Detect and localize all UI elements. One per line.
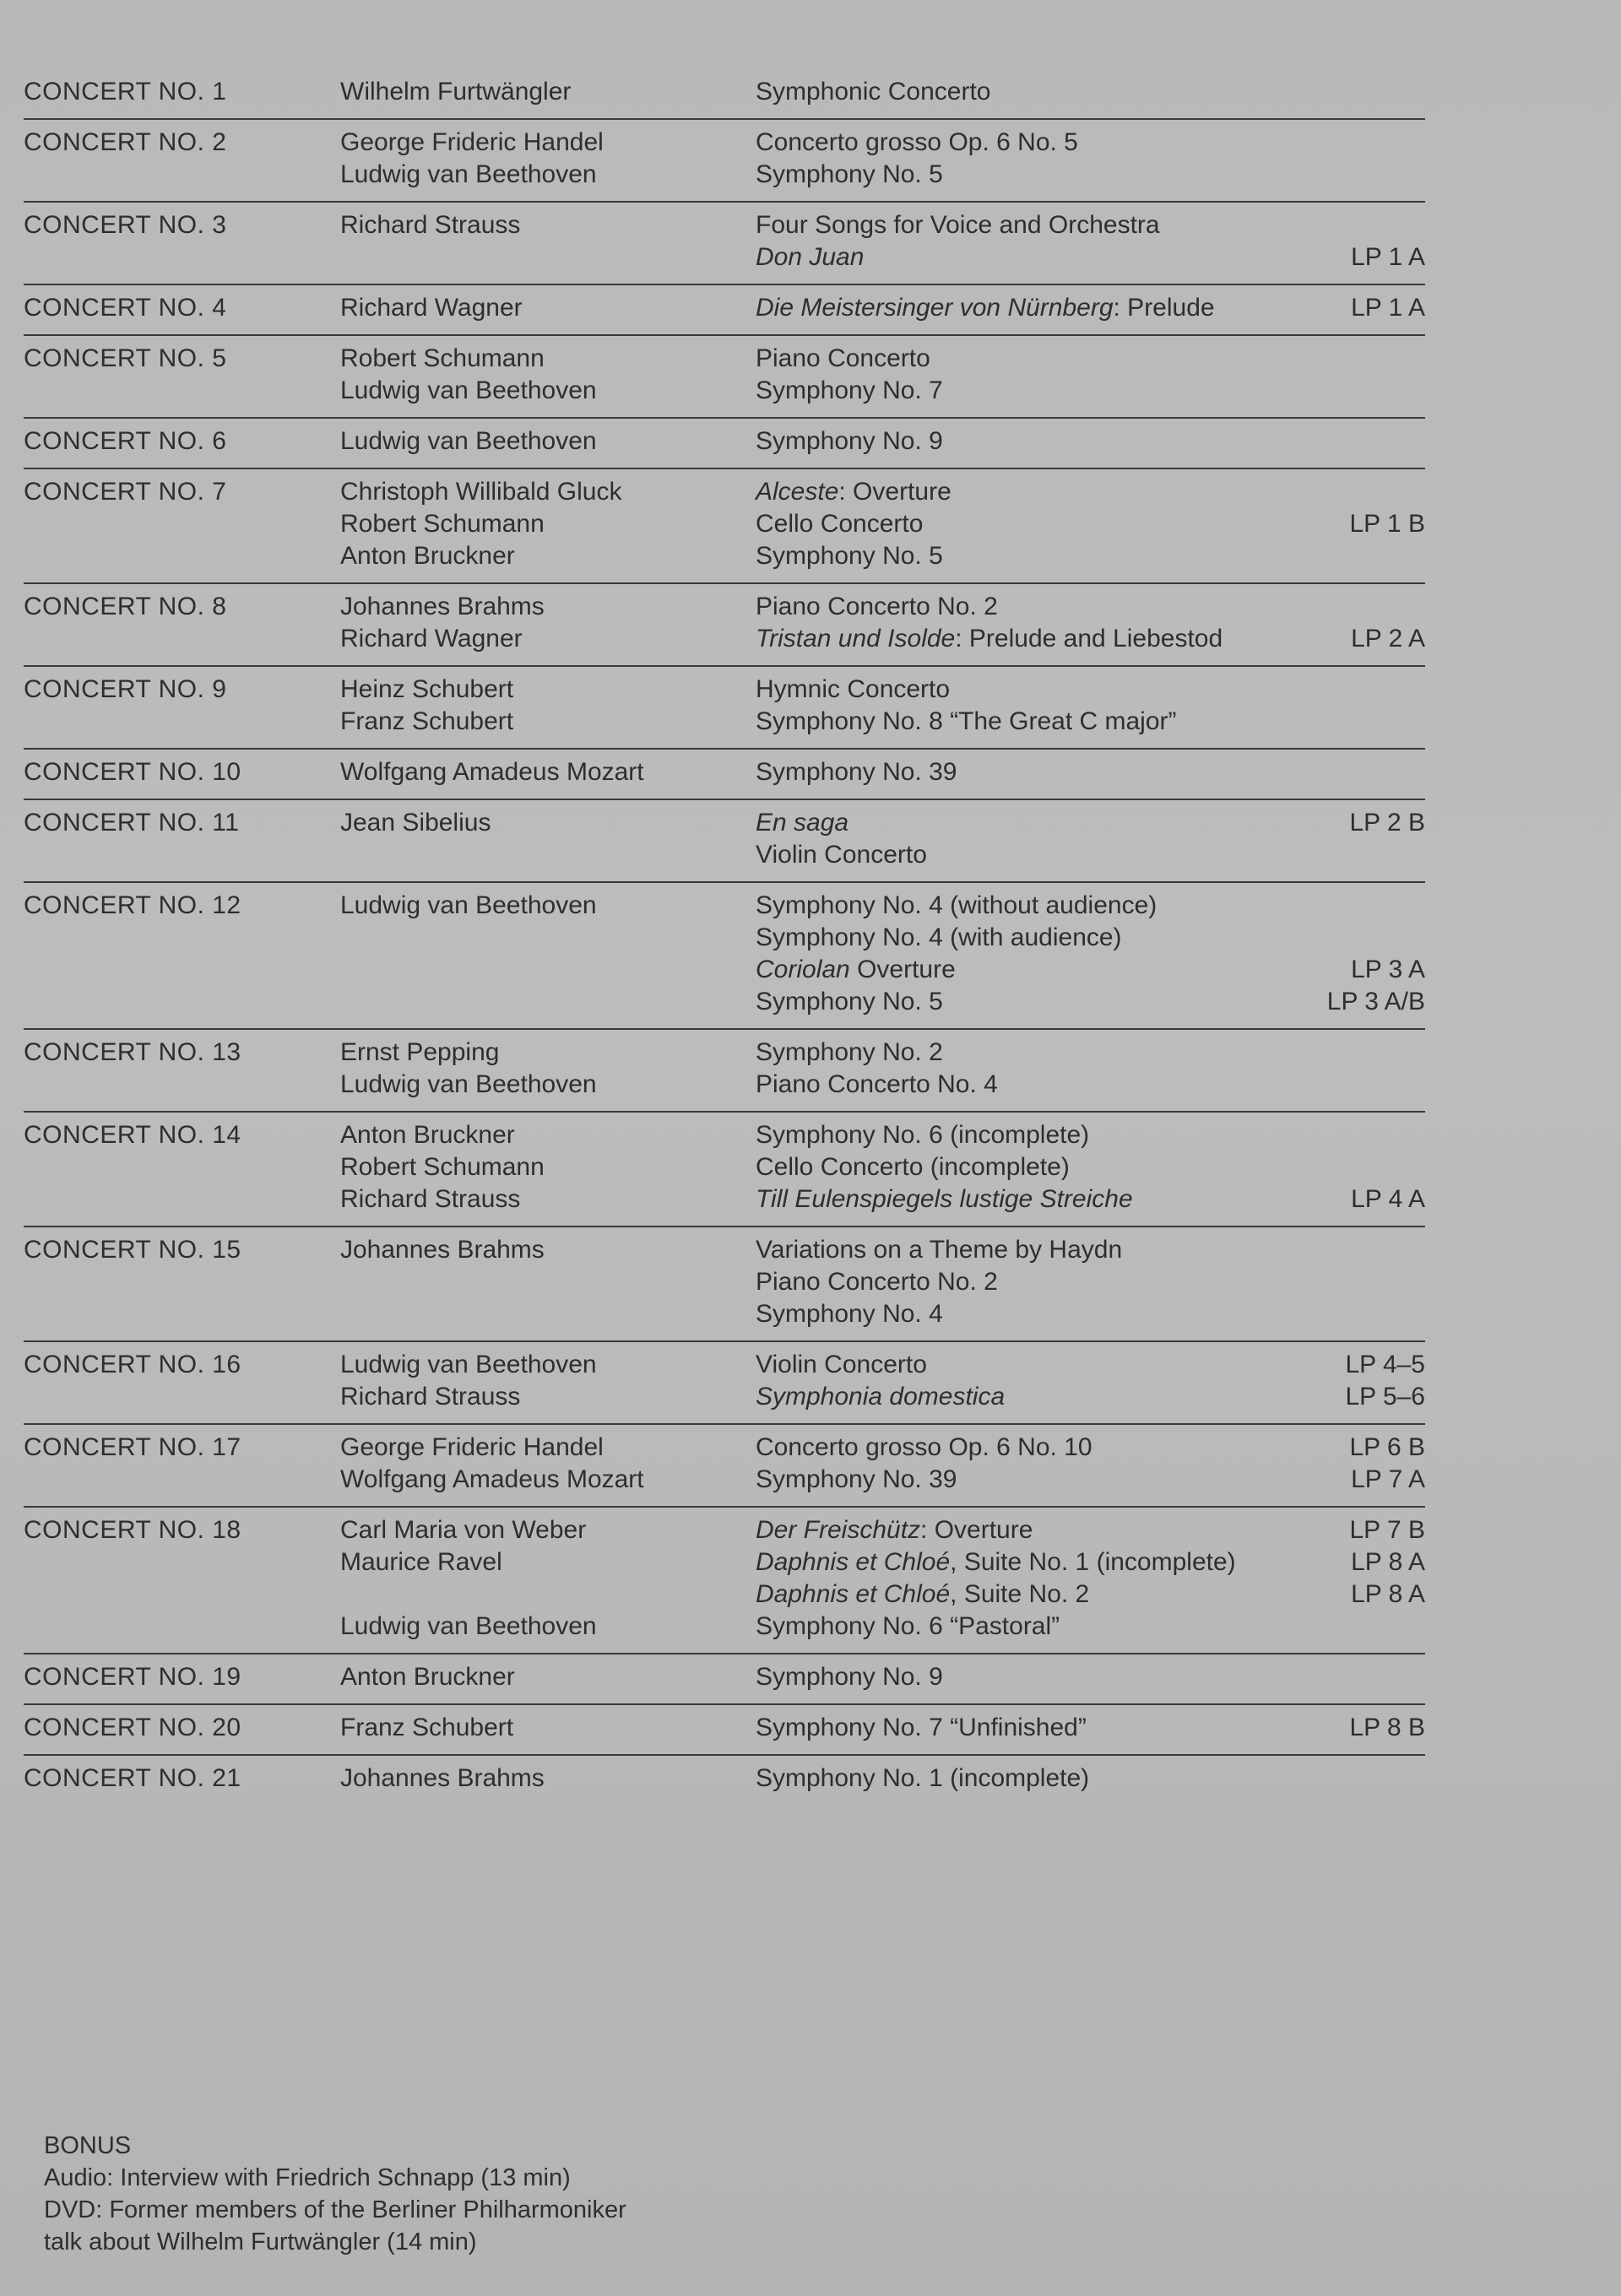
work-title-text: Concerto grosso Op. 6 No. 10 bbox=[756, 1433, 1092, 1461]
works-column bbox=[756, 674, 1265, 738]
work-title bbox=[756, 1183, 1265, 1216]
lp-reference: LP 7 B bbox=[1349, 1516, 1425, 1544]
work-title-italic: Die Meistersinger von Nürnberg bbox=[756, 294, 1114, 322]
composer-name: Anton Bruckner bbox=[340, 1663, 515, 1691]
work-title bbox=[756, 425, 1265, 458]
composer-column bbox=[340, 1432, 756, 1496]
work-title bbox=[756, 623, 1265, 655]
composer-column bbox=[340, 127, 756, 191]
lp-column bbox=[1265, 1432, 1425, 1496]
work-title-text: Symphonic Concerto bbox=[756, 78, 991, 106]
composer-name: Johannes Brahms bbox=[340, 1764, 545, 1792]
lp-reference bbox=[1265, 1611, 1425, 1643]
composer-column bbox=[340, 890, 756, 922]
work-title bbox=[756, 343, 1265, 375]
composer-column bbox=[340, 343, 756, 407]
lp-reference: LP 3 A bbox=[1351, 956, 1425, 983]
composer-name: Franz Schubert bbox=[340, 707, 514, 735]
work-title bbox=[756, 1432, 1265, 1464]
concert-number: CONCERT NO. 14 bbox=[24, 1121, 241, 1149]
work-title-text: : Overture bbox=[838, 478, 951, 506]
concert-number: CONCERT NO. 18 bbox=[24, 1516, 241, 1544]
composer-column bbox=[340, 425, 756, 458]
concert-number: CONCERT NO. 9 bbox=[24, 675, 227, 703]
lp-column bbox=[1265, 476, 1425, 572]
lp-reference bbox=[1265, 1266, 1425, 1298]
lp-reference bbox=[1265, 591, 1425, 623]
work-title bbox=[756, 986, 1265, 1018]
work-title-italic: Der Freischütz bbox=[756, 1516, 921, 1544]
concert-row bbox=[24, 469, 1425, 584]
concert-row bbox=[24, 667, 1425, 750]
lp-reference bbox=[1265, 476, 1425, 508]
work-title-text: Symphony No. 4 bbox=[756, 1300, 943, 1328]
work-title bbox=[756, 159, 1265, 191]
work-title bbox=[756, 1298, 1265, 1330]
work-title bbox=[756, 241, 1265, 273]
lp-reference: LP 2 A bbox=[1351, 625, 1425, 653]
composer-name: Richard Strauss bbox=[340, 1185, 521, 1213]
work-title-text: : Prelude bbox=[1113, 294, 1215, 322]
work-title bbox=[756, 76, 1265, 108]
work-title-text: Symphony No. 7 bbox=[756, 376, 943, 404]
concert-number: CONCERT NO. 11 bbox=[24, 809, 240, 837]
concert-number: CONCERT NO. 1 bbox=[24, 78, 227, 106]
works-column bbox=[756, 425, 1265, 458]
works-column bbox=[756, 1037, 1265, 1101]
concert-number: CONCERT NO. 16 bbox=[24, 1351, 241, 1378]
work-title-italic: En saga bbox=[756, 809, 849, 837]
lp-column bbox=[1265, 1514, 1425, 1643]
composer-column bbox=[340, 209, 756, 241]
concert-number: CONCERT NO. 2 bbox=[24, 128, 227, 156]
lp-column bbox=[1265, 591, 1425, 655]
lp-reference: LP 8 B bbox=[1349, 1714, 1425, 1741]
composer-name: Anton Bruckner bbox=[340, 542, 515, 570]
lp-reference: LP 5–6 bbox=[1345, 1383, 1425, 1411]
lp-column bbox=[1265, 1661, 1425, 1693]
work-title-text: Piano Concerto No. 2 bbox=[756, 1268, 998, 1296]
composer-column bbox=[340, 1712, 756, 1744]
composer-name: Ludwig van Beethoven bbox=[340, 160, 597, 188]
work-title-text: Piano Concerto bbox=[756, 344, 930, 372]
concert-row bbox=[24, 419, 1425, 469]
lp-reference: LP 2 B bbox=[1349, 809, 1425, 837]
works-column bbox=[756, 343, 1265, 407]
composer-name: Johannes Brahms bbox=[340, 593, 545, 620]
work-title-italic: Daphnis et Chloé bbox=[756, 1580, 951, 1608]
composer-name: Ludwig van Beethoven bbox=[340, 376, 597, 404]
work-title bbox=[756, 1578, 1265, 1611]
composer-column bbox=[340, 1037, 756, 1101]
composer-name bbox=[340, 1578, 756, 1611]
work-title-text: Hymnic Concerto bbox=[756, 675, 951, 703]
lp-reference bbox=[1265, 1661, 1425, 1693]
work-title-text: : Prelude and Liebestod bbox=[955, 625, 1223, 653]
lp-column bbox=[1265, 756, 1425, 788]
lp-reference bbox=[1265, 756, 1425, 788]
lp-column bbox=[1265, 1234, 1425, 1330]
work-title-text: Cello Concerto bbox=[756, 510, 924, 538]
lp-column bbox=[1265, 1712, 1425, 1744]
work-title bbox=[756, 476, 1265, 508]
works-column bbox=[756, 292, 1265, 324]
works-column bbox=[756, 1661, 1265, 1693]
composer-name: George Frideric Handel bbox=[340, 1433, 604, 1461]
composer-column bbox=[340, 756, 756, 788]
concert-row bbox=[24, 1342, 1425, 1425]
work-title bbox=[756, 1069, 1265, 1101]
lp-reference: LP 4 A bbox=[1351, 1185, 1425, 1213]
work-title-italic: Don Juan bbox=[756, 243, 865, 271]
concert-row bbox=[24, 584, 1425, 667]
concert-number: CONCERT NO. 5 bbox=[24, 344, 227, 372]
bonus-section bbox=[44, 2130, 626, 2258]
bonus-heading: BONUS bbox=[44, 2132, 132, 2159]
work-title bbox=[756, 1611, 1265, 1643]
composer-name: Anton Bruckner bbox=[340, 1121, 515, 1149]
work-title bbox=[756, 209, 1265, 241]
composer-column bbox=[340, 591, 756, 655]
work-title bbox=[756, 1464, 1265, 1496]
work-title-text: Symphony No. 4 (with audience) bbox=[756, 923, 1122, 951]
lp-reference bbox=[1265, 890, 1425, 922]
composer-name: Ludwig van Beethoven bbox=[340, 1612, 597, 1640]
work-title bbox=[756, 756, 1265, 788]
work-title bbox=[756, 1381, 1265, 1413]
works-column bbox=[756, 127, 1265, 191]
composer-name: Ludwig van Beethoven bbox=[340, 891, 597, 919]
lp-reference: LP 6 B bbox=[1349, 1433, 1425, 1461]
lp-column bbox=[1265, 343, 1425, 407]
composer-name: Johannes Brahms bbox=[340, 1236, 545, 1264]
concert-row bbox=[24, 750, 1425, 800]
work-title-text: Four Songs for Voice and Orchestra bbox=[756, 211, 1160, 239]
lp-column bbox=[1265, 674, 1425, 738]
work-title bbox=[756, 1349, 1265, 1381]
work-title bbox=[756, 1119, 1265, 1151]
work-title-text: Symphony No. 6 (incomplete) bbox=[756, 1121, 1090, 1149]
lp-column bbox=[1265, 1349, 1425, 1413]
lp-reference bbox=[1265, 127, 1425, 159]
work-title-text: , Suite No. 1 (incomplete) bbox=[950, 1548, 1236, 1576]
work-title bbox=[756, 1514, 1265, 1546]
bonus-line: talk about Wilhelm Furtwängler (14 min) bbox=[44, 2228, 477, 2255]
concert-row bbox=[24, 1756, 1425, 1805]
work-title-italic: Till Eulenspiegels lustige Streiche bbox=[756, 1185, 1133, 1213]
lp-reference bbox=[1265, 674, 1425, 706]
works-column bbox=[756, 807, 1265, 871]
composer-column bbox=[340, 292, 756, 324]
concert-row bbox=[24, 800, 1425, 883]
composer-name: Wolfgang Amadeus Mozart bbox=[340, 1465, 644, 1493]
lp-reference bbox=[1265, 1151, 1425, 1183]
concert-row bbox=[24, 336, 1425, 419]
composer-column bbox=[340, 76, 756, 108]
composer-name: Wolfgang Amadeus Mozart bbox=[340, 758, 644, 786]
bonus-line: DVD: Former members of the Berliner Philharmoniker bbox=[44, 2196, 626, 2223]
works-column bbox=[756, 476, 1265, 572]
composer-name: Ludwig van Beethoven bbox=[340, 1351, 597, 1378]
lp-reference: LP 8 A bbox=[1351, 1580, 1425, 1608]
lp-reference: LP 8 A bbox=[1351, 1548, 1425, 1576]
work-title-text: Symphony No. 6 “Pastoral” bbox=[756, 1612, 1060, 1640]
concert-number: CONCERT NO. 17 bbox=[24, 1433, 241, 1461]
work-title-text: Piano Concerto No. 4 bbox=[756, 1070, 998, 1098]
bonus-line: Audio: Interview with Friedrich Schnapp (13 min) bbox=[44, 2164, 571, 2191]
lp-column bbox=[1265, 1763, 1425, 1795]
concert-row bbox=[24, 1654, 1425, 1705]
lp-reference: LP 1 A bbox=[1351, 294, 1425, 322]
work-title-text: Symphony No. 7 “Unfinished” bbox=[756, 1714, 1087, 1741]
concert-row bbox=[24, 285, 1425, 336]
lp-reference: LP 1 B bbox=[1349, 510, 1425, 538]
lp-column bbox=[1265, 890, 1425, 1018]
lp-column bbox=[1265, 1119, 1425, 1216]
work-title-text: , Suite No. 2 bbox=[950, 1580, 1090, 1608]
work-title-text: Symphony No. 9 bbox=[756, 427, 943, 455]
composer-name: Carl Maria von Weber bbox=[340, 1516, 587, 1544]
work-title bbox=[756, 1763, 1265, 1795]
composer-name: Wilhelm Furtwängler bbox=[340, 78, 572, 106]
lp-reference bbox=[1265, 1763, 1425, 1795]
work-title-text: Symphony No. 5 bbox=[756, 160, 943, 188]
work-title-text: Symphony No. 2 bbox=[756, 1038, 943, 1066]
concert-number: CONCERT NO. 4 bbox=[24, 294, 227, 322]
composer-name: Richard Wagner bbox=[340, 625, 523, 653]
composer-name: Jean Sibelius bbox=[340, 809, 491, 837]
works-column bbox=[756, 1349, 1265, 1413]
work-title-text: Symphony No. 9 bbox=[756, 1663, 943, 1691]
lp-reference: LP 1 A bbox=[1351, 243, 1425, 271]
works-column bbox=[756, 890, 1265, 1018]
work-title-italic: Symphonia domestica bbox=[756, 1383, 1006, 1411]
work-title bbox=[756, 1266, 1265, 1298]
work-title bbox=[756, 375, 1265, 407]
concert-row bbox=[24, 883, 1425, 1030]
works-column bbox=[756, 1514, 1265, 1643]
lp-reference bbox=[1265, 1234, 1425, 1266]
lp-reference bbox=[1265, 1069, 1425, 1101]
composer-name: Ludwig van Beethoven bbox=[340, 427, 597, 455]
work-title bbox=[756, 591, 1265, 623]
concert-number: CONCERT NO. 13 bbox=[24, 1038, 241, 1066]
lp-reference: LP 4–5 bbox=[1345, 1351, 1425, 1378]
concert-row bbox=[24, 203, 1425, 285]
composer-column bbox=[340, 1763, 756, 1795]
concert-row bbox=[24, 120, 1425, 203]
work-title-text: Violin Concerto bbox=[756, 841, 927, 869]
composer-name: Robert Schumann bbox=[340, 344, 545, 372]
concert-row bbox=[24, 1030, 1425, 1113]
lp-column bbox=[1265, 425, 1425, 458]
lp-reference bbox=[1265, 343, 1425, 375]
work-title-text: Piano Concerto No. 2 bbox=[756, 593, 998, 620]
concert-number: CONCERT NO. 15 bbox=[24, 1236, 241, 1264]
composer-name: Robert Schumann bbox=[340, 510, 545, 538]
concert-row bbox=[24, 1113, 1425, 1227]
lp-column bbox=[1265, 76, 1425, 108]
composer-column bbox=[340, 807, 756, 839]
lp-reference bbox=[1265, 1119, 1425, 1151]
lp-reference bbox=[1265, 1037, 1425, 1069]
work-title-italic: Tristan und Isolde bbox=[756, 625, 956, 653]
work-title bbox=[756, 1661, 1265, 1693]
work-title bbox=[756, 922, 1265, 954]
lp-reference: LP 3 A/B bbox=[1326, 988, 1425, 1015]
concert-list bbox=[24, 69, 1425, 1805]
lp-reference bbox=[1265, 159, 1425, 191]
works-column bbox=[756, 1432, 1265, 1496]
work-title bbox=[756, 540, 1265, 572]
composer-column bbox=[340, 1234, 756, 1266]
work-title bbox=[756, 807, 1265, 839]
works-column bbox=[756, 209, 1265, 273]
work-title bbox=[756, 1546, 1265, 1578]
work-title-text: Symphony No. 39 bbox=[756, 1465, 957, 1493]
work-title bbox=[756, 1151, 1265, 1183]
work-title-text: Symphony No. 5 bbox=[756, 988, 943, 1015]
lp-column bbox=[1265, 209, 1425, 273]
composer-column bbox=[340, 476, 756, 572]
composer-column bbox=[340, 1119, 756, 1216]
concert-number: CONCERT NO. 19 bbox=[24, 1663, 241, 1691]
lp-column bbox=[1265, 127, 1425, 191]
works-column bbox=[756, 1234, 1265, 1330]
lp-reference bbox=[1265, 425, 1425, 458]
composer-column bbox=[340, 1349, 756, 1413]
work-title-text: Variations on a Theme by Haydn bbox=[756, 1236, 1123, 1264]
work-title-text: Overture bbox=[849, 956, 956, 983]
work-title bbox=[756, 1037, 1265, 1069]
works-column bbox=[756, 756, 1265, 788]
work-title bbox=[756, 674, 1265, 706]
work-title-text: Symphony No. 1 (incomplete) bbox=[756, 1764, 1090, 1792]
concert-number: CONCERT NO. 10 bbox=[24, 758, 241, 786]
concert-number: CONCERT NO. 8 bbox=[24, 593, 227, 620]
lp-column bbox=[1265, 1037, 1425, 1101]
lp-reference bbox=[1265, 839, 1425, 871]
lp-column bbox=[1265, 292, 1425, 324]
lp-reference bbox=[1265, 76, 1425, 108]
works-column bbox=[756, 591, 1265, 655]
concert-number: CONCERT NO. 12 bbox=[24, 891, 241, 919]
work-title-text: Symphony No. 39 bbox=[756, 758, 957, 786]
concert-row bbox=[24, 1508, 1425, 1654]
concert-row bbox=[24, 69, 1425, 120]
work-title-text: Concerto grosso Op. 6 No. 5 bbox=[756, 128, 1078, 156]
composer-name: Maurice Ravel bbox=[340, 1548, 502, 1576]
composer-name: Christoph Willibald Gluck bbox=[340, 478, 622, 506]
work-title bbox=[756, 706, 1265, 738]
work-title bbox=[756, 292, 1265, 324]
work-title-italic: Coriolan bbox=[756, 956, 850, 983]
lp-reference bbox=[1265, 706, 1425, 738]
work-title bbox=[756, 508, 1265, 540]
concert-number: CONCERT NO. 20 bbox=[24, 1714, 241, 1741]
composer-column bbox=[340, 674, 756, 738]
concert-row bbox=[24, 1705, 1425, 1756]
work-title bbox=[756, 1234, 1265, 1266]
work-title-italic: Daphnis et Chloé bbox=[756, 1548, 951, 1576]
work-title bbox=[756, 127, 1265, 159]
lp-reference: LP 7 A bbox=[1351, 1465, 1425, 1493]
composer-name: Ernst Pepping bbox=[340, 1038, 500, 1066]
work-title bbox=[756, 839, 1265, 871]
work-title-text: : Overture bbox=[920, 1516, 1033, 1544]
works-column bbox=[756, 76, 1265, 108]
composer-name: George Frideric Handel bbox=[340, 128, 604, 156]
lp-reference bbox=[1265, 209, 1425, 241]
works-column bbox=[756, 1763, 1265, 1795]
composer-name: Richard Strauss bbox=[340, 211, 521, 239]
lp-reference bbox=[1265, 1298, 1425, 1330]
lp-column bbox=[1265, 807, 1425, 871]
composer-name: Franz Schubert bbox=[340, 1714, 514, 1741]
composer-name: Richard Wagner bbox=[340, 294, 523, 322]
concert-row bbox=[24, 1425, 1425, 1508]
work-title bbox=[756, 1712, 1265, 1744]
composer-name: Richard Strauss bbox=[340, 1383, 521, 1411]
works-column bbox=[756, 1712, 1265, 1744]
works-column bbox=[756, 1119, 1265, 1216]
lp-reference bbox=[1265, 375, 1425, 407]
concert-number: CONCERT NO. 6 bbox=[24, 427, 227, 455]
lp-reference bbox=[1265, 922, 1425, 954]
lp-reference bbox=[1265, 540, 1425, 572]
composer-name: Heinz Schubert bbox=[340, 675, 514, 703]
work-title bbox=[756, 954, 1265, 986]
composer-column bbox=[340, 1661, 756, 1693]
composer-name: Robert Schumann bbox=[340, 1153, 545, 1181]
work-title-text: Symphony No. 4 (without audience) bbox=[756, 891, 1157, 919]
concert-number: CONCERT NO. 7 bbox=[24, 478, 227, 506]
work-title bbox=[756, 890, 1265, 922]
concert-row bbox=[24, 1227, 1425, 1342]
concert-number: CONCERT NO. 3 bbox=[24, 211, 227, 239]
work-title-text: Violin Concerto bbox=[756, 1351, 927, 1378]
concert-number: CONCERT NO. 21 bbox=[24, 1764, 241, 1792]
composer-column bbox=[340, 1514, 756, 1643]
work-title-text: Symphony No. 5 bbox=[756, 542, 943, 570]
work-title-text: Symphony No. 8 “The Great C major” bbox=[756, 707, 1177, 735]
composer-name: Ludwig van Beethoven bbox=[340, 1070, 597, 1098]
work-title-text: Cello Concerto (incomplete) bbox=[756, 1153, 1070, 1181]
work-title-italic: Alceste bbox=[756, 478, 839, 506]
